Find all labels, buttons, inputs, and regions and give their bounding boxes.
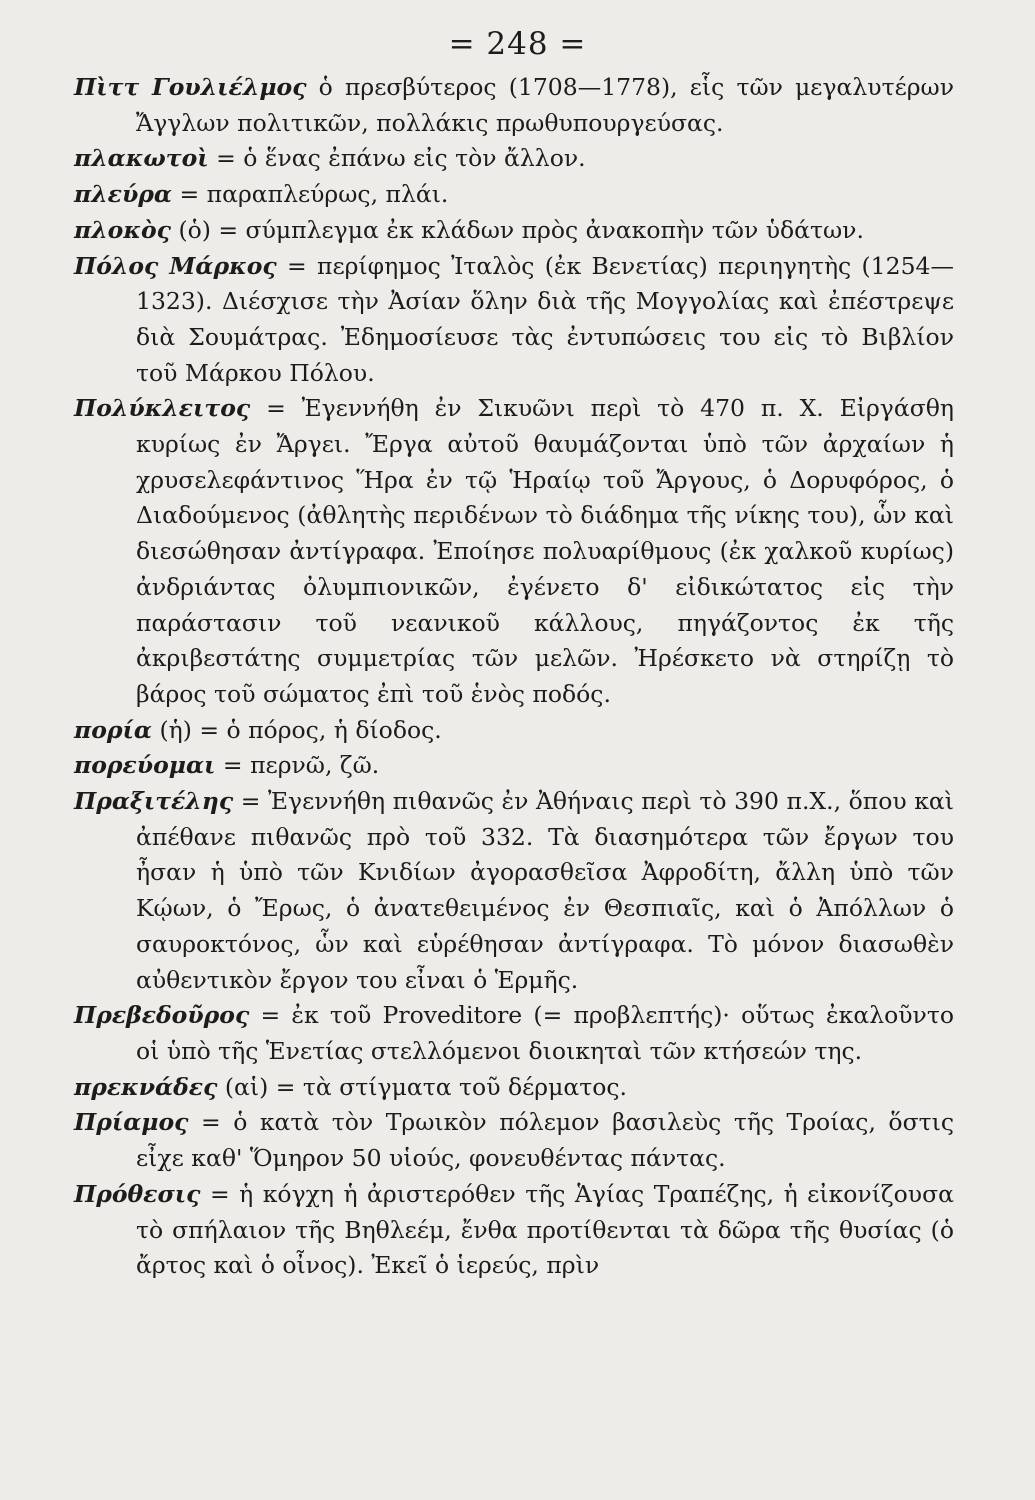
entry-definition: = ὁ ἕνας ἐπάνω εἰς τὸν ἄλλον. <box>216 144 586 173</box>
entry-definition: = Ἐγεννήθη ἐν Σικυῶνι περὶ τὸ 470 π. Χ. Εἰργάσθη κυρίως ἐν Ἄργει. Ἔργα αὐτοῦ θαυμάζονται ὑπὸ τῶν ἀρχαίων ἡ χρυσελεφάντινος Ἥρα ἐν τῷ Ἡραίῳ τοῦ Ἄργους, ὁ Δορυφόρος, ὁ Διαδούμενος (ἀθλητὴς περιδένων τὸ διάδημα τῆς νίκης του), ὧν καὶ διεσώθησαν ἀντίγραφα. Ἐποίησε πολυαρίθμους (ἐκ χαλκοῦ κυρίως) ἀνδριάντας ὀλυμπιονικῶν, ἐγένετο δ' εἰδικώτατος εἰς τὴν παράστασιν τοῦ νεανικοῦ κάλλους, πηγάζοντος ἐκ τῆς ἀκριβεστάτης συμμετρίας τῶν μελῶν. Ἠρέσκετο νὰ στηρίζῃ τὸ βάρος τοῦ σώματος ἐπὶ τοῦ ἑνὸς ποδός. <box>136 394 954 708</box>
entry-definition: = περίφημος Ἰταλὸς (ἐκ Βενετίας) περιηγητὴς (1254—1323). Διέσχισε τὴν Ἀσίαν ὅλην διὰ τῆς Μογγολίας καὶ ἐπέστρεψε διὰ Σουμάτρας. Ἐδημοσίευσε τὰς ἐντυπώσεις του εἰς τὸ Βιβλίον τοῦ Μάρκου Πόλου. <box>136 251 954 387</box>
glossary-entries <box>74 70 954 1284</box>
glossary-entry <box>74 141 954 177</box>
glossary-entry <box>74 70 954 141</box>
glossary-entry <box>74 249 954 392</box>
glossary-entry <box>74 1070 954 1106</box>
entry-definition: = παραπλεύρως, πλάι. <box>179 180 449 209</box>
glossary-entry <box>74 713 954 749</box>
entry-headword: πλοκὸς <box>74 215 171 244</box>
entry-definition: (αἱ) = τὰ στίγματα τοῦ δέρματος. <box>224 1072 628 1101</box>
entry-headword: πορία <box>74 715 152 744</box>
entry-headword: Πραξιτέλης <box>74 787 234 816</box>
entry-headword: Πολύκλειτος <box>74 394 251 423</box>
page-number: = 248 = <box>448 26 587 62</box>
entry-definition: = ὁ κατὰ τὸν Τρωικὸν πόλεμον βασιλεὺς τῆς Τροίας, ὅστις εἶχε καθ' Ὅμηρον 50 υἱούς, φονευθέντας πάντας. <box>136 1108 954 1173</box>
entry-definition: = ἡ κόγχη ἡ ἀριστερόθεν τῆς Ἁγίας Τραπέζης, ἡ εἰκονίζουσα τὸ σπήλαιον τῆς Βηθλεέμ, ἔνθα προτίθενται τὰ δῶρα τῆς θυσίας (ὁ ἄρτος καὶ ὁ οἶνος). Ἐκεῖ ὁ ἱερεύς, πρὶν <box>136 1179 954 1280</box>
glossary-entry <box>74 213 954 249</box>
entry-headword: Πρόθεσις <box>74 1179 201 1208</box>
glossary-entry <box>74 784 954 998</box>
glossary-entry <box>74 1177 954 1284</box>
entry-headword: Πὶττ Γουλιέλμος <box>74 73 307 101</box>
entry-headword: Πρίαμος <box>74 1108 189 1137</box>
entry-definition: = ἐκ τοῦ Proveditore (= προβλεπτής)· οὕτως ἐκαλοῦντο οἱ ὑπὸ τῆς Ἑνετίας στελλόμενοι διοικηταὶ τῶν κτήσεών της. <box>136 1001 954 1065</box>
entry-definition: (ὁ) = σύμπλεγμα ἐκ κλάδων πρὸς ἀνακοπὴν τῶν ὑδάτων. <box>178 215 864 244</box>
entry-definition: = Ἐγεννήθη πιθανῶς ἐν Ἀθήναις περὶ τὸ 390 π.Χ., ὅπου καὶ ἀπέθανε πιθανῶς πρὸ τοῦ 332. Τὰ διασημότερα τῶν ἔργων του ἦσαν ἡ ὑπὸ τῶν Κνιδίων ἀγορασθεῖσα Ἀφροδίτη, ἄλλη ὑπὸ τῶν Κῴων, ὁ Ἔρως, ὁ ἀνατεθειμένος ἐν Θεσπιαῖς, καὶ ὁ Ἀπόλλων ὁ σαυροκτόνος, ὧν καὶ εὑρέθησαν ἀντίγραφα. Τὸ μόνον διασωθὲν αὐθεντικὸν ἔργον του εἶναι ὁ Ἑρμῆς. <box>136 787 954 994</box>
glossary-entry <box>74 998 954 1069</box>
glossary-entry <box>74 748 954 784</box>
entry-definition: = περνῶ, ζῶ. <box>222 751 380 780</box>
entry-headword: Πρεβεδοῦρος <box>74 1001 250 1030</box>
glossary-entry <box>74 1105 954 1176</box>
entry-headword: πλεύρα <box>74 180 172 209</box>
entry-definition: (ἡ) = ὁ πόρος, ἡ δίοδος. <box>159 715 442 744</box>
entry-headword: πορεύομαι <box>74 751 216 780</box>
glossary-entry <box>74 177 954 213</box>
glossary-entry <box>74 391 954 712</box>
entry-definition: ὁ πρεσβύτερος (1708—1778), εἷς τῶν μεγαλυτέρων Ἄγγλων πολιτικῶν, πολλάκις πρωθυπουργεύσας. <box>136 73 955 137</box>
entry-headword: Πόλος Μάρκος <box>74 251 277 280</box>
entry-headword: πρεκνάδες <box>74 1072 218 1101</box>
entry-headword: πλακωτοὶ <box>74 144 209 173</box>
